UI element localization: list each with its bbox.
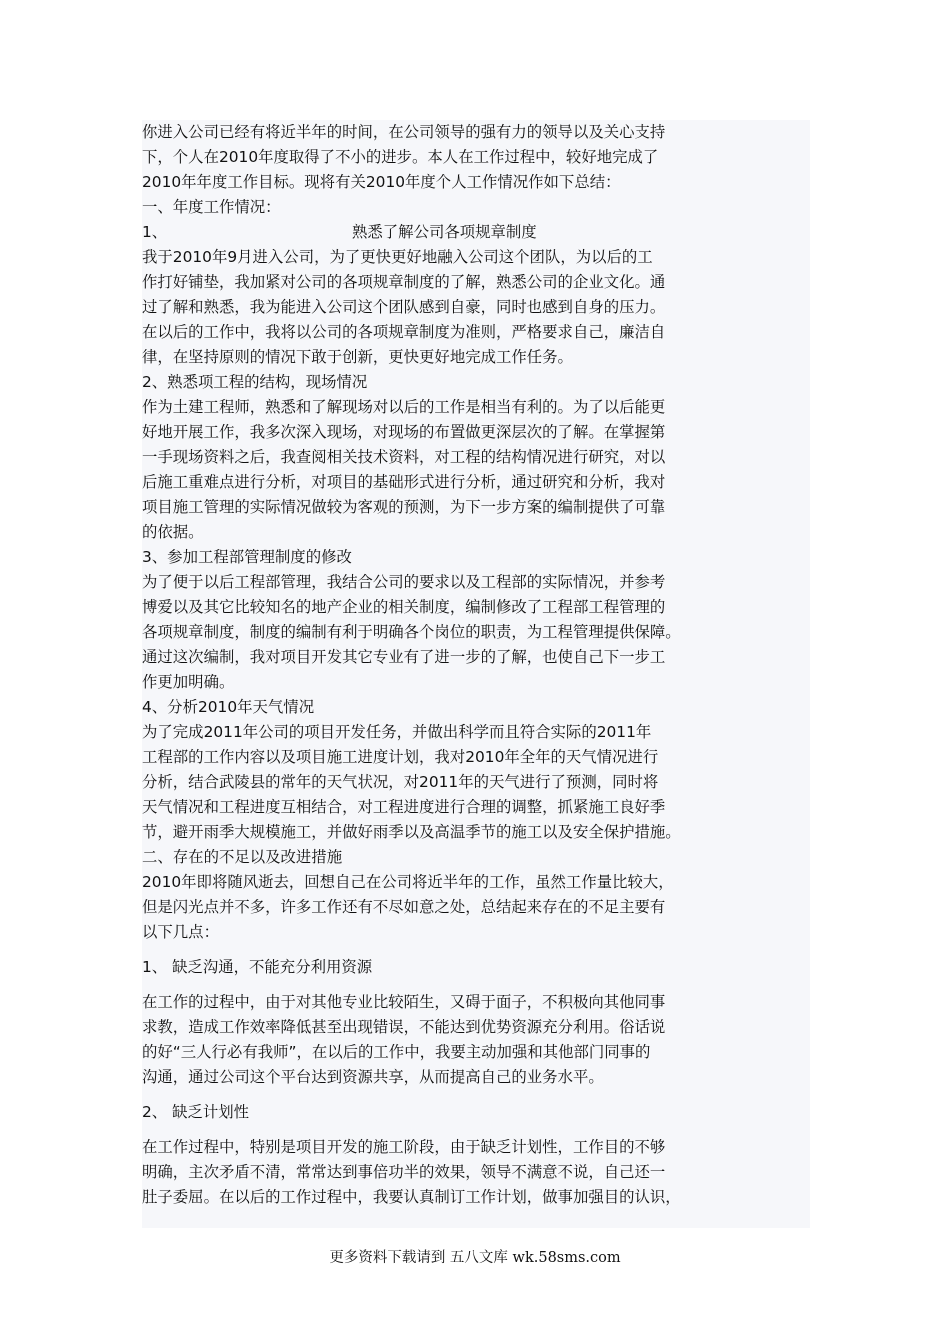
paragraph-line: 的好“三人行必有我师”，在以后的工作中，我要主动加强和其他部门同事的	[142, 1043, 651, 1061]
item-heading: 2、熟悉项工程的结构，现场情况	[142, 373, 368, 391]
paragraph-line: 工程部的工作内容以及项目施工进度计划，我对2010年全年的天气情况进行	[142, 748, 659, 766]
document-body	[142, 120, 810, 1228]
paragraph-line: 2010年即将随风逝去，回想自己在公司将近半年的工作，虽然工作量比较大，	[142, 873, 674, 891]
spacer	[142, 1090, 810, 1100]
paragraph-line: 各项规章制度，制度的编制有利于明确各个岗位的职责，为工程管理提供保障。	[142, 623, 681, 641]
paragraph-line: 明确，主次矛盾不清，常常达到事倍功半的效果，领导不满意不说，自己还一	[142, 1163, 666, 1181]
paragraph-line: 天气情况和工程进度互相结合，对工程进度进行合理的调整，抓紧施工良好季	[142, 798, 666, 816]
section-heading: 一、年度工作情况：	[142, 198, 281, 216]
spacer	[142, 980, 810, 990]
item-heading	[142, 220, 810, 245]
paragraph-line: 的依据。	[142, 523, 204, 541]
paragraph-line: 项目施工管理的实际情况做较为客观的预测，为下一步方案的编制提供了可靠	[142, 498, 666, 516]
paragraph-line: 但是闪光点并不多，许多工作还有不尽如意之处，总结起来存在的不足主要有	[142, 898, 666, 916]
paragraph-line: 2010年年度工作目标。现将有关2010年度个人工作情况作如下总结：	[142, 173, 621, 191]
paragraph-line: 过了解和熟悉，我为能进入公司这个团队感到自豪，同时也感到自身的压力。	[142, 298, 666, 316]
paragraph-line: 你进入公司已经有将近半年的时间，在公司领导的强有力的领导以及关心支持	[142, 123, 666, 141]
item-heading: 1、 缺乏沟通，不能充分利用资源	[142, 958, 373, 976]
paragraph-line: 在工作的过程中，由于对其他专业比较陌生，又碍于面子，不积极向其他同事	[142, 993, 666, 1011]
paragraph-line: 作更加明确。	[142, 673, 235, 691]
section-heading: 二、存在的不足以及改进措施	[142, 848, 343, 866]
paragraph-line: 通过这次编制，我对项目开发其它专业有了进一步的了解，也使自己下一步工	[142, 648, 666, 666]
spacer	[142, 1125, 810, 1135]
paragraph-line: 我于2010年9月进入公司，为了更快更好地融入公司这个团队，为以后的工	[142, 248, 653, 266]
paragraph-line: 博爱以及其它比较知名的地产企业的相关制度，编制修改了工程部工程管理的	[142, 598, 666, 616]
paragraph-line: 作打好铺垫，我加紧对公司的各项规章制度的了解，熟悉公司的企业文化。通	[142, 273, 666, 291]
paragraph-line: 沟通，通过公司这个平台达到资源共享，从而提高自己的业务水平。	[142, 1068, 604, 1086]
paragraph-line: 下，个人在2010年度取得了不小的进步。本人在工作过程中，较好地完成了	[142, 148, 659, 166]
item-title: 熟悉了解公司各项规章制度	[352, 223, 537, 241]
paragraph-line: 一手现场资料之后，我查阅相关技术资料，对工程的结构情况进行研究，对以	[142, 448, 666, 466]
item-number: 1、	[142, 223, 168, 241]
paragraph-line: 作为土建工程师，熟悉和了解现场对以后的工作是相当有利的。为了以后能更	[142, 398, 666, 416]
paragraph-line: 分析，结合武陵县的常年的天气状况，对2011年的天气进行了预测，同时将	[142, 773, 659, 791]
paragraph-line: 律，在坚持原则的情况下敢于创新，更快更好地完成工作任务。	[142, 348, 573, 366]
paragraph-line: 后施工重难点进行分析，对项目的基础形式进行分析，通过研究和分析，我对	[142, 473, 666, 491]
paragraph-line: 为了便于以后工程部管理，我结合公司的要求以及工程部的实际情况，并参考	[142, 573, 666, 591]
paragraph-line: 求教，造成工作效率降低甚至出现错误，不能达到优势资源充分利用。俗话说	[142, 1018, 666, 1036]
paragraph-line: 好地开展工作，我多次深入现场，对现场的布置做更深层次的了解。在掌握第	[142, 423, 666, 441]
paragraph-line: 肚子委屈。在以后的工作过程中，我要认真制订工作计划，做事加强目的认识，	[142, 1188, 681, 1206]
paragraph-line: 为了完成2011年公司的项目开发任务，并做出科学而且符合实际的2011年	[142, 723, 652, 741]
paragraph-line: 在工作过程中，特别是项目开发的施工阶段，由于缺乏计划性，工作目的不够	[142, 1138, 666, 1156]
footer-text: 更多资料下载请到 五八文库 wk.58sms.com	[329, 1250, 621, 1266]
item-heading: 4、分析2010年天气情况	[142, 698, 315, 716]
paragraph-line: 在以后的工作中，我将以公司的各项规章制度为准则，严格要求自己，廉洁自	[142, 323, 666, 341]
item-heading: 3、参加工程部管理制度的修改	[142, 548, 352, 566]
item-heading: 2、 缺乏计划性	[142, 1103, 250, 1121]
spacer	[142, 945, 810, 955]
paragraph-line: 以下几点：	[142, 923, 219, 941]
paragraph-line: 节，避开雨季大规模施工，并做好雨季以及高温季节的施工以及安全保护措施。	[142, 823, 681, 841]
